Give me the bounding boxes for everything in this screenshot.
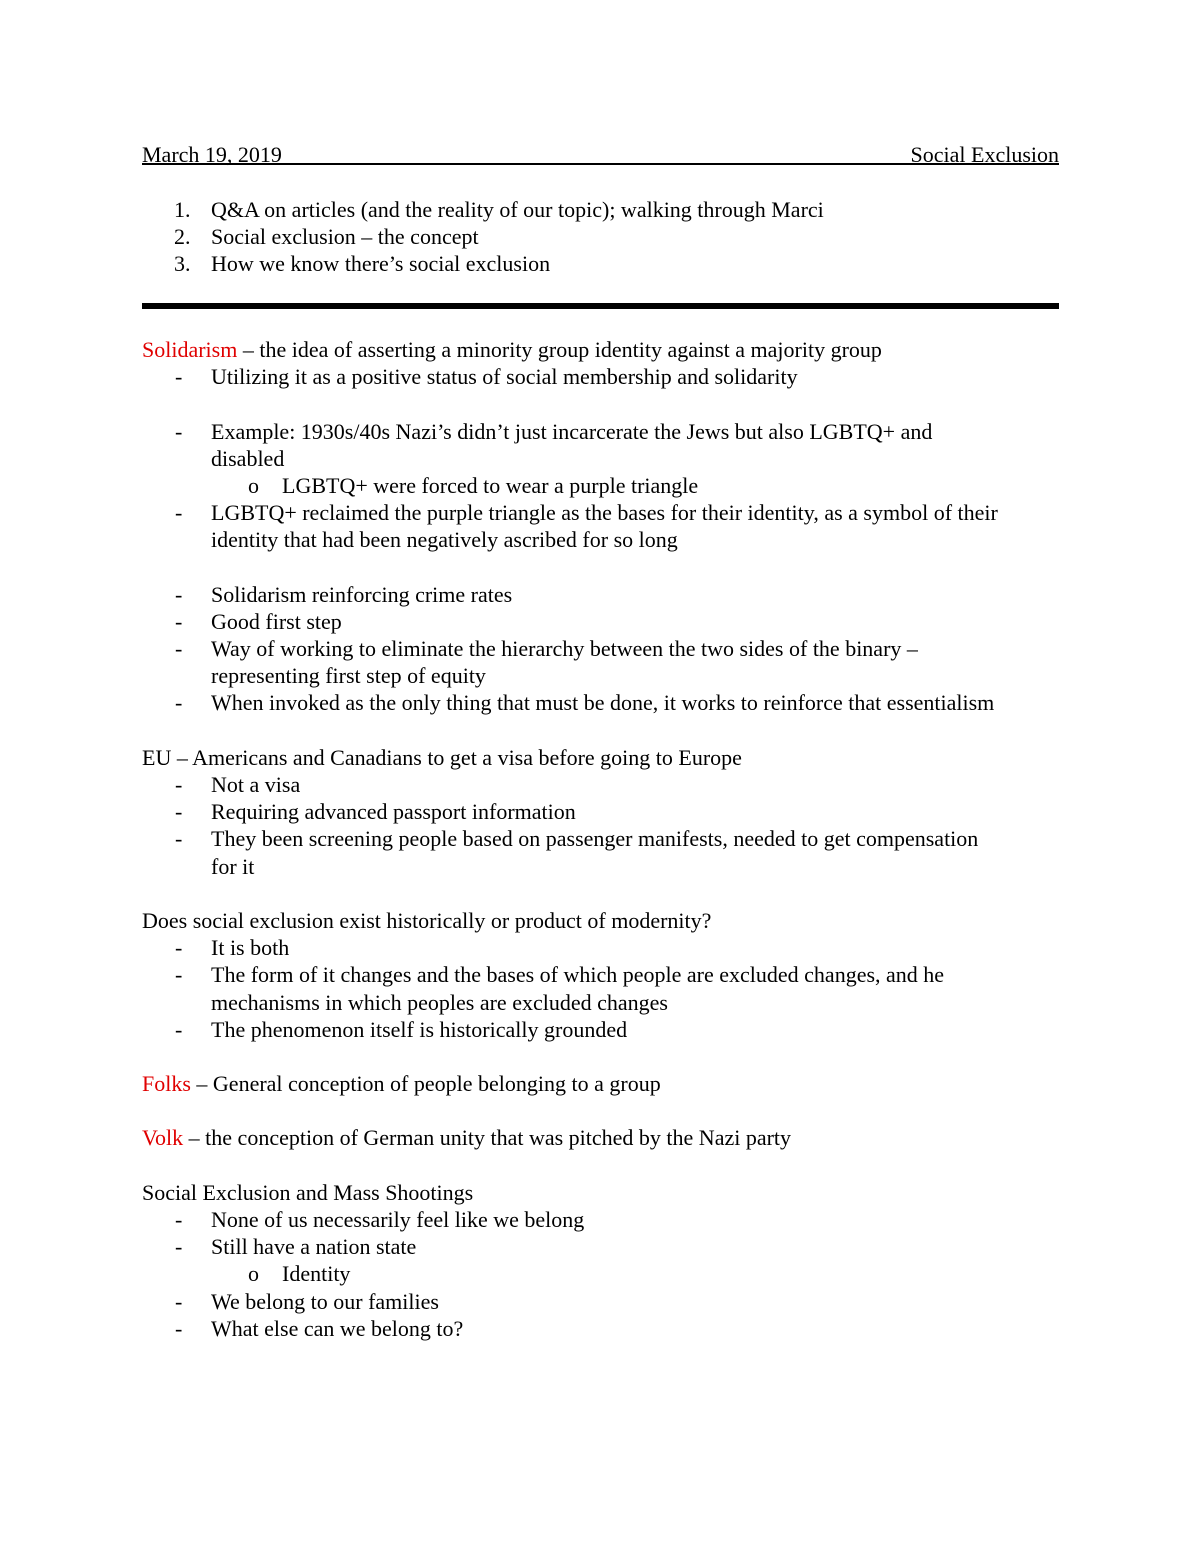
bullet-item — [142, 581, 1062, 608]
bullet-text: Utilizing it as a positive status of social membership and solidarity — [211, 364, 798, 390]
sub-bullet-marker: o — [248, 1261, 259, 1287]
spacer — [142, 1097, 1062, 1124]
bullet-dash: - — [175, 418, 183, 444]
bullet-continuation — [142, 445, 1062, 472]
header-date: March 19, 2019 — [142, 142, 282, 167]
spacer — [142, 1043, 1062, 1070]
bullet-text: None of us necessarily feel like we belong — [211, 1207, 585, 1232]
bullet-text: mechanisms in which peoples are excluded changes — [211, 989, 668, 1015]
bullet-item — [142, 418, 1062, 445]
bullet-text: When invoked as the only thing that must be done, it works to reinforce that essentialism — [211, 690, 995, 716]
header-topic: Social Exclusion — [910, 142, 1059, 167]
bullet-dash: - — [175, 690, 183, 716]
bullet-text: Not a visa — [211, 772, 301, 797]
bullet-dash: - — [175, 581, 183, 607]
agenda-text: How we know there’s social exclusion — [211, 251, 551, 276]
bullet-dash: - — [175, 772, 183, 797]
bullet-text: representing first step of equity — [211, 663, 486, 689]
bullet-text: Way of working to eliminate the hierarchy between the two sides of the binary – — [211, 636, 918, 662]
term-folks: Folks — [142, 1071, 191, 1097]
bullet-text: What else can we belong to? — [211, 1315, 464, 1341]
bullet-dash: - — [175, 1016, 183, 1042]
notes-body — [142, 336, 1062, 1342]
bullet-continuation — [142, 662, 1062, 689]
bullet-text: for it — [211, 853, 255, 879]
agenda-number: 3. — [174, 251, 191, 276]
bullet-item — [142, 1233, 1062, 1260]
bullet-text: The phenomenon itself is historically grounded — [211, 1016, 628, 1042]
spacer — [142, 1152, 1062, 1179]
term-volk: Volk — [142, 1125, 184, 1151]
agenda-number: 2. — [174, 224, 191, 249]
bullet-item — [142, 934, 1062, 961]
agenda-number: 1. — [174, 197, 191, 222]
header-underline — [142, 163, 1059, 165]
bullet-dash: - — [175, 1234, 183, 1260]
bullet-dash: - — [175, 1207, 183, 1232]
bullet-item — [142, 771, 1062, 798]
bullet-text: They been screening people based on passenger manifests, needed to get compensation — [211, 826, 979, 852]
volk-heading — [142, 1124, 1062, 1151]
sub-bullet-marker: o — [248, 472, 259, 498]
bullet-item — [142, 825, 1062, 852]
sub-bullet-text: LGBTQ+ were forced to wear a purple triangle — [282, 472, 699, 498]
eu-heading: EU – Americans and Canadians to get a visa before going to Europe — [142, 744, 742, 770]
folks-heading — [142, 1070, 1062, 1097]
bullet-item — [142, 608, 1062, 635]
bullet-item — [142, 1016, 1062, 1043]
bullet-dash: - — [175, 636, 183, 662]
bullet-dash: - — [175, 1288, 183, 1314]
bullet-dash: - — [175, 608, 183, 634]
bullet-item — [142, 635, 1062, 662]
bullet-text: Still have a nation state — [211, 1234, 417, 1260]
bullet-item — [142, 961, 1062, 988]
bullet-continuation — [142, 526, 1062, 553]
agenda-text: Social exclusion – the concept — [211, 224, 479, 249]
bullet-item — [142, 1315, 1062, 1342]
bullet-text: LGBTQ+ reclaimed the purple triangle as the bases for their identity, as a symbol of their — [211, 500, 998, 526]
bullet-text: Good first step — [211, 608, 342, 634]
bullet-text: disabled — [211, 445, 285, 471]
spacer — [142, 880, 1062, 907]
bullet-continuation — [142, 989, 1062, 1016]
agenda-text: Q&A on articles (and the reality of our topic); walking through Marci — [211, 197, 824, 222]
bullet-dash: - — [175, 500, 183, 526]
sub-bullet-item — [142, 1260, 1062, 1287]
volk-definition: – the conception of German unity that was pitched by the Nazi party — [183, 1125, 792, 1151]
section-divider — [142, 303, 1059, 309]
bullet-dash: - — [175, 1315, 183, 1341]
history-heading: Does social exclusion exist historically or product of modernity? — [142, 907, 712, 933]
sub-bullet-text: Identity — [282, 1261, 351, 1287]
sub-bullet-item — [142, 472, 1062, 499]
bullet-text: It is both — [211, 935, 290, 961]
bullet-item — [142, 499, 1062, 526]
bullet-dash: - — [175, 799, 183, 825]
bullet-dash: - — [175, 935, 183, 961]
spacer — [142, 554, 1062, 581]
bullet-item — [142, 363, 1062, 390]
bullet-continuation — [142, 853, 1062, 880]
spacer — [142, 717, 1062, 744]
bullet-item — [142, 1206, 1062, 1233]
bullet-item — [142, 1288, 1062, 1315]
bullet-dash: - — [175, 962, 183, 988]
spacer — [142, 390, 1062, 417]
bullet-text: identity that had been negatively ascribed for so long — [211, 527, 678, 553]
solidarism-heading — [142, 336, 1062, 363]
bullet-text: Example: 1930s/40s Nazi’s didn’t just incarcerate the Jews but also LGBTQ+ and — [211, 418, 933, 444]
bullet-text: The form of it changes and the bases of which people are excluded changes, and he — [211, 962, 945, 988]
shootings-heading: Social Exclusion and Mass Shootings — [142, 1179, 474, 1205]
bullet-text: Solidarism reinforcing crime rates — [211, 581, 513, 607]
bullet-dash: - — [175, 364, 183, 390]
bullet-dash: - — [175, 826, 183, 852]
bullet-text: Requiring advanced passport information — [211, 799, 576, 825]
solidarism-definition: – the idea of asserting a minority group identity against a majority group — [237, 337, 882, 362]
bullet-item — [142, 689, 1062, 716]
bullet-text: We belong to our families — [211, 1288, 439, 1314]
folks-definition: – General conception of people belonging to a group — [190, 1071, 661, 1097]
term-solidarism: Solidarism — [142, 337, 238, 362]
bullet-item — [142, 798, 1062, 825]
